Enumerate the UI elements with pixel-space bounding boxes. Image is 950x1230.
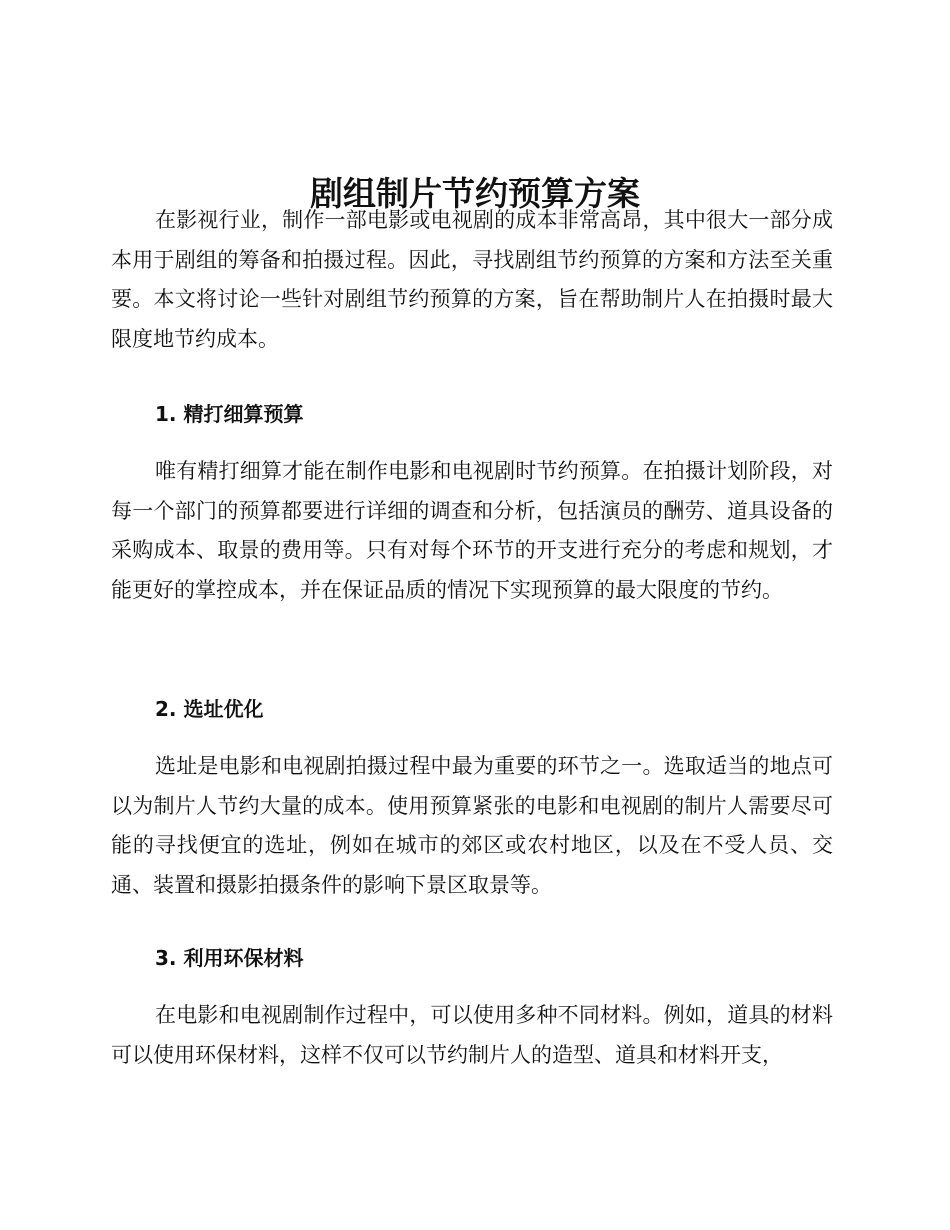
section-heading-2: 2. 选址优化 xyxy=(155,697,264,721)
section-paragraph-2: 选址是电影和电视剧拍摄过程中最为重要的环节之一。选取适当的地点可以为制片人节约大量的成本。使用预算紧张的电影和电视剧的制片人需要尽可能的寻找便宜的选址，例如在城市的郊区或农村地区，以及在不受人员、交通、装置和摄影拍摄条件的影响下景区取景等。 xyxy=(111,754,833,897)
section-heading-1: 1. 精打细算预算 xyxy=(155,402,304,426)
section-paragraph-1: 唯有精打细算才能在制作电影和电视剧时节约预算。在拍摄计划阶段，对每一个部门的预算都要进行详细的调查和分析，包括演员的酬劳、道具设备的采购成本、取景的费用等。只有对每个环节的开支进行充分的考虑和规划，才能更好的掌控成本，并在保证品质的情况下实现预算的最大限度的节约。 xyxy=(111,459,833,602)
document-title: 剧组制片节约预算方案 xyxy=(310,174,640,214)
section-paragraph-3: 在电影和电视剧制作过程中，可以使用多种不同材料。例如，道具的材料可以使用环保材料，这样不仅可以节约制片人的造型、道具和材料开支， xyxy=(111,1003,833,1067)
intro-paragraph: 在影视行业，制作一部电影或电视剧的成本非常高昂，其中很大一部分成本用于剧组的筹备和拍摄过程。因此，寻找剧组节约预算的方案和方法至关重要。本文将讨论一些针对剧组节约预算的方案，旨在帮助制片人在拍摄时最大限度地节约成本。 xyxy=(111,208,833,351)
section-heading-3: 3. 利用环保材料 xyxy=(155,946,304,970)
